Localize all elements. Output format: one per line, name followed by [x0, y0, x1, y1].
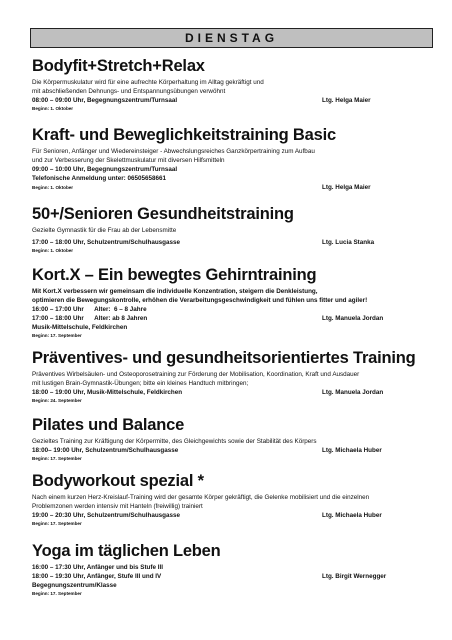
- course-begin: Beginn: 17. September: [32, 456, 82, 461]
- course-description: Problemzonen werden intensiv mit Hanteln (freiwillig) trainiert: [32, 503, 203, 510]
- course-location: Musik-Mittelschule, Feldkirchen: [32, 324, 128, 331]
- course-title: Präventives- und gesundheitsorientiertes Training: [32, 349, 416, 367]
- course-time: 18:00 – 19:30 Uhr, Anfänger, Stufe III und IV: [32, 573, 162, 580]
- course-time: 19:00 – 20:30 Uhr, Schulzentrum/Schulhausgasse: [32, 512, 181, 519]
- course-time-row: [32, 305, 434, 314]
- course-title: Bodyworkout spezial *: [32, 472, 204, 490]
- course-time: 08:00 – 09:00 Uhr, Begegnungszentrum/Turnsaal: [32, 97, 178, 104]
- course-begin: Beginn: 17. September: [32, 591, 82, 596]
- course-time-row: [32, 238, 434, 247]
- course-begin: Beginn: 17. September: [32, 521, 82, 526]
- course-time-row: [32, 563, 434, 572]
- course-title: Yoga im täglichen Leben: [32, 542, 221, 560]
- course-description: Mit Kort.X verbessern wir gemeinsam die individuelle Konzentration, steigern die Denkleistung,: [32, 288, 318, 295]
- course-description: Gezieltes Training zur Kräftigung der Körpermitte, des Gleichgewichts sowie der Stabilität des Körpers: [32, 438, 317, 445]
- course-leader: Ltg. Michaela Huber: [322, 447, 382, 454]
- course-time: 16:00 – 17:00 Uhr Alter: 6 – 8 Jahre: [32, 306, 147, 313]
- day-header: DIENSTAG: [30, 28, 433, 48]
- course-time: 18:00– 19:00 Uhr, Schulzentrum/Schulhausgasse: [32, 447, 179, 454]
- course-praeventiv: [32, 348, 434, 405]
- course-description: Für Senioren, Anfänger und Wiedereinsteiger - Abwechslungsreiches Ganzkörpertraining zum Aufbau: [32, 148, 315, 155]
- course-description: und zur Verbesserung der Skelettmuskulatur mit diversen Hilfsmitteln: [32, 157, 225, 164]
- course-begin: Beginn: 1. Oktober: [32, 248, 74, 253]
- course-senioren: [32, 204, 434, 255]
- course-time-row: [32, 511, 434, 520]
- course-time-row: [32, 96, 434, 105]
- course-time: 09:00 – 10:00 Uhr, Begegnungszentrum/Turnsaal: [32, 166, 178, 173]
- course-kortx: [32, 265, 434, 340]
- course-title: Bodyfit+Stretch+Relax: [32, 57, 205, 75]
- course-leader: Ltg. Lucia Stanka: [322, 239, 375, 246]
- course-description: Präventives Wirbelsäulen- und Osteoporosetraining zur Förderung der Mobilisation, Koordination, Kraft und Ausdauer: [32, 371, 360, 378]
- course-bodyfit: [32, 56, 434, 113]
- course-begin: Beginn: 1. Oktober: [32, 185, 74, 190]
- course-description: mit abschließenden Dehnungs- und Entspannungsübungen verwöhnt: [32, 88, 226, 95]
- course-begin: Beginn: 17. September: [32, 333, 82, 338]
- course-kraft-basic: [32, 125, 434, 192]
- course-phone: Telefonische Anmeldung unter: 06505658661: [32, 175, 167, 182]
- course-description: mit lustigen Brain-Gymnastik-Übungen; bitte ein kleines Handtuch mitbringen;: [32, 380, 249, 387]
- course-leader: Ltg. Birgit Wernegger: [322, 573, 387, 580]
- course-time-row: [32, 314, 434, 323]
- course-time: 18:00 – 19:00 Uhr, Musik-Mittelschule, Feldkirchen: [32, 389, 183, 396]
- course-time-row: [32, 446, 434, 455]
- course-title: Kort.X – Ein bewegtes Gehirntraining: [32, 266, 317, 284]
- course-time-row: [32, 572, 434, 581]
- course-leader: Ltg. Manuela Jordan: [322, 315, 384, 322]
- course-location: Begegnungszentrum/Klasse: [32, 582, 117, 589]
- course-leader: Ltg. Helga Maier: [322, 97, 371, 104]
- course-leader: Ltg. Michaela Huber: [322, 512, 382, 519]
- course-yoga: [32, 541, 434, 598]
- course-leader: Ltg. Helga Maier: [322, 184, 371, 191]
- course-description: Gezielte Gymnastik für die Frau ab der Lebensmitte: [32, 227, 177, 234]
- course-time-row: [32, 388, 434, 397]
- course-time: 16:00 – 17:30 Uhr, Anfänger und bis Stufe III: [32, 564, 163, 571]
- course-begin-row: [32, 183, 434, 192]
- course-description: Nach einem kurzen Herz-Kreislauf-Training wird der gesamte Körper gekräftigt, die Gelenke mobilisiert und die einzelnen: [32, 494, 370, 501]
- course-begin: Beginn: 1. Oktober: [32, 106, 74, 111]
- course-pilates: [32, 415, 434, 463]
- course-bodyworkout: [32, 471, 434, 528]
- course-begin: Beginn: 24. September: [32, 398, 82, 403]
- course-title: 50+/Senioren Gesundheitstraining: [32, 205, 294, 223]
- course-time: 17:00 – 18:00 Uhr Alter: ab 8 Jahren: [32, 315, 148, 322]
- course-leader: Ltg. Manuela Jordan: [322, 389, 384, 396]
- course-title: Kraft- und Beweglichkeitstraining Basic: [32, 126, 336, 144]
- course-time: 17:00 – 18:00 Uhr, Schulzentrum/Schulhausgasse: [32, 239, 181, 246]
- course-title: Pilates und Balance: [32, 416, 185, 434]
- course-description: Die Körpermuskulatur wird für eine aufrechte Körperhaltung im Alltag gekräftigt und: [32, 79, 264, 86]
- course-time-row: [32, 165, 434, 174]
- course-description: optimieren die Bewegungskontrolle, erhöhen die Verarbeitungsgeschwindigkeit und fühlen uns fitter und agiler!: [32, 297, 368, 304]
